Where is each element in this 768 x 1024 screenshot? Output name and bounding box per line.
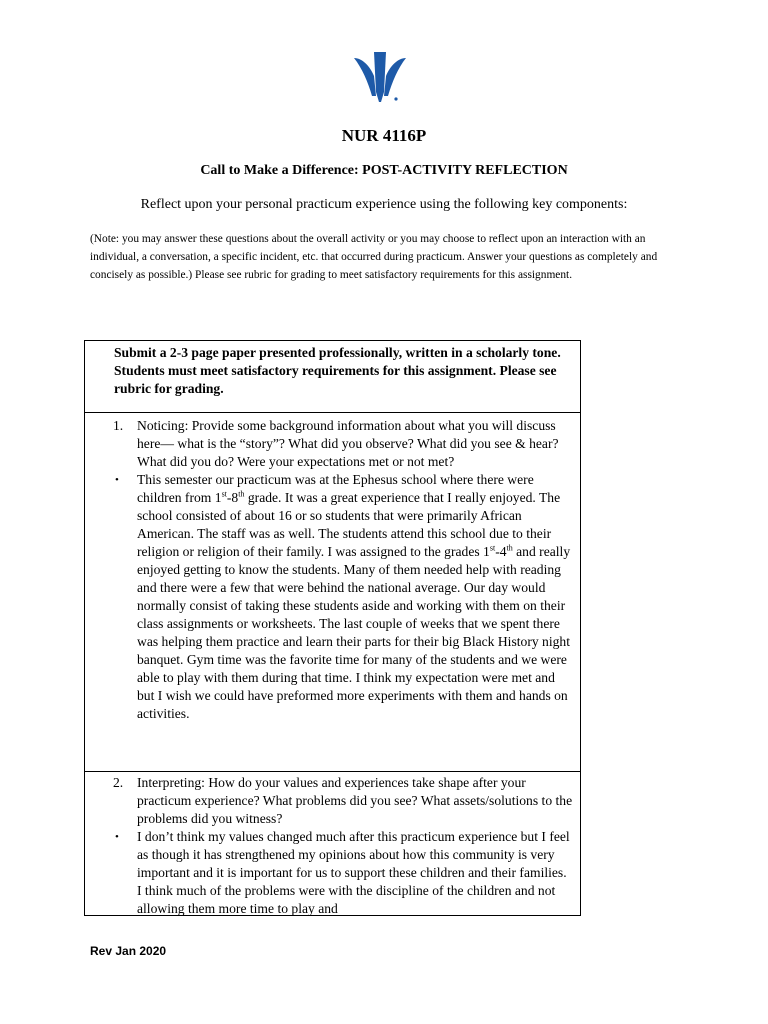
question-cell-noticing <box>85 413 580 772</box>
answer-text-part: -8 <box>226 490 239 505</box>
question-prompt: Interpreting: How do your values and experiences take shape after your practicum experience? What problems did you see? What assets/solutions to the problems did you witness? <box>137 775 573 826</box>
question-noticing <box>85 417 574 471</box>
answer-text-part: grade. It was a great experience that I really enjoyed. The school consisted of about 16 or so students that were primarily African American. The staff was as well. The students attend this school due to their religion or religion of their family. I was assigned to the grades 1 <box>137 490 561 559</box>
intro-text: Reflect upon your personal practicum experience using the following key components: <box>140 197 628 212</box>
ordinal-superscript: st <box>221 489 227 499</box>
question-interpreting <box>85 774 574 828</box>
logo-left-wing <box>354 58 376 96</box>
reflection-table <box>84 340 581 916</box>
question-number: 1. <box>113 418 124 433</box>
answer-noticing <box>85 471 574 723</box>
revision-footer: Rev Jan 2020 <box>90 944 167 958</box>
answer-interpreting <box>85 828 574 916</box>
ordinal-superscript: th <box>238 489 245 499</box>
university-logo <box>352 52 408 104</box>
bullet-icon: • <box>115 831 119 843</box>
answer-text: I don’t think my values changed much after this practicum experience but I feel as though it has strengthened my opinions about how this community is very important and it is important for us to support these children and their families. I think much of the problems were with the discipline of the children and not allowing them more time to play and <box>137 829 570 916</box>
assignment-title: Call to Make a Difference: POST-ACTIVITY REFLECTION <box>200 163 568 178</box>
question-number: 2. <box>113 775 124 790</box>
answer-text-part: This semester our practicum was at the Ephesus school where there were children from 1 <box>137 472 534 505</box>
question-cell-interpreting <box>85 772 580 915</box>
logo-right-wing <box>384 58 406 96</box>
ordinal-superscript: st <box>489 543 496 553</box>
bullet-icon: • <box>115 474 119 486</box>
answer-text-part: and really enjoyed getting to know the students. Many of them needed help with reading and there were a few that were behind the national average. Our day would normally consist of taking these students aside and working with them on their class assignments or worksheets. The last couple of weeks that we spent there was helping them practice and learn their parts for their big Black History night banquet. Gym time was the favorite time for many of the students and we were able to play with them during that time. I think my expectation were met and but I wish we could have preformed more experiments with them and hands on activities. <box>137 544 571 721</box>
course-code: NUR 4116P <box>341 126 427 145</box>
instructions-text: Submit a 2-3 page paper presented professionally, written in a scholarly tone. Students must meet satisfactory requirements for this assignment. Please see rubric for grading. <box>114 345 561 396</box>
question-prompt: Noticing: Provide some background information about what you will discuss here— what is the “story”? What did you observe? What did you see & hear? What did you do? Were your expectations met or not met? <box>137 418 559 469</box>
note-text: (Note: you may answer these questions about the overall activity or you may choose to reflect upon an interaction with an individual, a conversation, a specific incident, etc. that occurred during practicum. Answer your questions as completely and concisely as possible.) Please see rubric for grading to meet satisfactory requirements for this assignment. <box>90 233 658 281</box>
instructions-cell <box>85 341 580 413</box>
answer-text-part: -4 <box>495 544 507 559</box>
ordinal-superscript: th <box>506 543 513 553</box>
